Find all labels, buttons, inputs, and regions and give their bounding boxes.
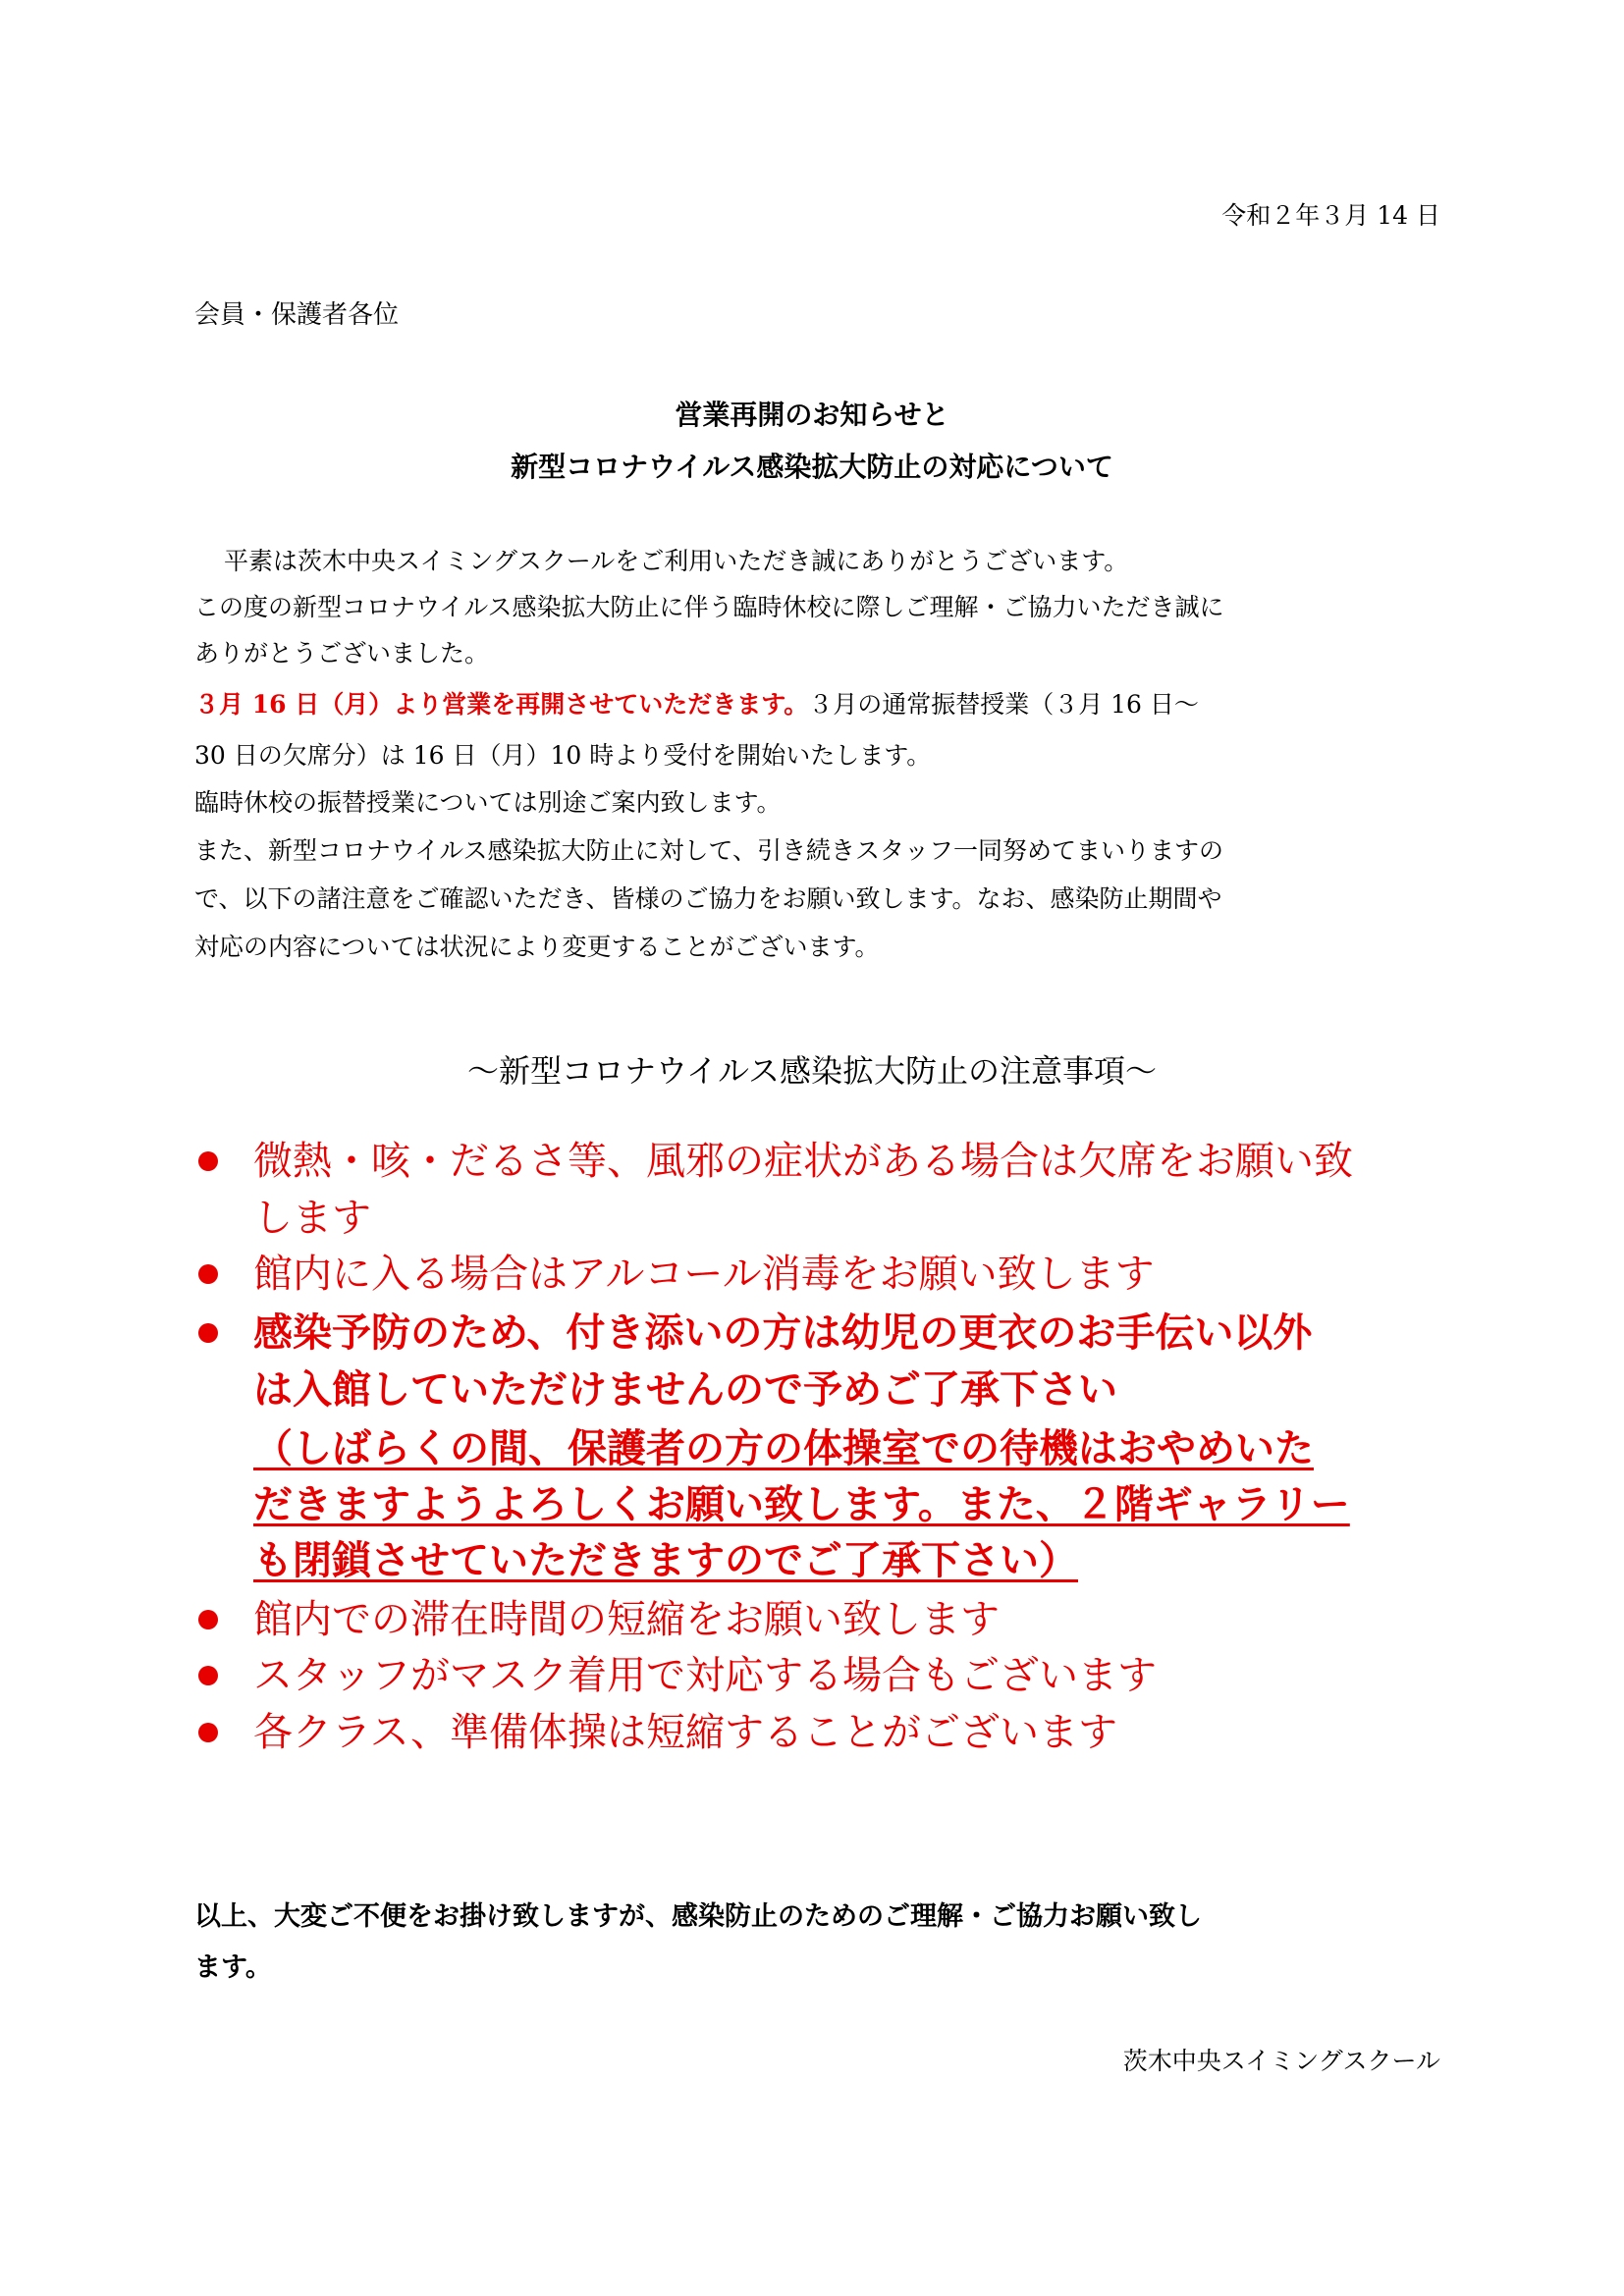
body-line-9: 対応の内容については状況により変更することがございます。 xyxy=(194,933,880,961)
bullet-dot-icon xyxy=(198,1666,218,1685)
bullet-dot-icon xyxy=(198,1323,218,1343)
caution-item-1-line-2: します xyxy=(253,1196,371,1241)
reopening-announcement: ３月 16 日（月）より営業を再開させていただきます。 xyxy=(194,690,809,719)
caution-heading: ～新型コロナウイルス感染拡大防止の注意事項～ xyxy=(466,1052,1158,1090)
caution-item-2: 館内に入る場合はアルコール消毒をお願い致します xyxy=(253,1252,1155,1297)
bullet-dot-icon xyxy=(198,1610,218,1629)
caution-item-4: 館内での滞在時間の短縮をお願い致します xyxy=(253,1597,1000,1642)
caution-item-5: スタッフがマスク着用で対応する場合もございます xyxy=(253,1653,1157,1698)
body-line-3: ありがとうございました。 xyxy=(194,639,490,667)
caution-item-3-line-2: は入館していただけませんので予めご了承下さい xyxy=(253,1366,1117,1413)
caution-item-3-line-1: 感染予防のため、付き添いの方は幼児の更衣のお手伝い以外 xyxy=(253,1309,1313,1356)
caution-item-6: 各クラス、準備体操は短縮することがございます xyxy=(253,1710,1117,1755)
body-line-6: 臨時休校の振替授業については別途ご案内致します。 xyxy=(194,788,782,817)
addressee: 会員・保護者各位 xyxy=(194,300,400,330)
body-line-7: また、新型コロナウイルス感染拡大防止に対して、引き続きスタッフ一同努めてまいりますの xyxy=(194,836,1224,865)
caution-item-3-note-line-2: だきますようよろしくお願い致します。また、２階ギャラリー xyxy=(253,1481,1350,1527)
bullet-dot-icon xyxy=(198,1723,218,1742)
body-line-4-rest: ３月の通常振替授業（３月 16 日～ xyxy=(808,690,1199,719)
closing-line-1: 以上、大変ご不便をお掛け致しますが、感染防止のためのご理解・ご協力お願い致し xyxy=(194,1901,1202,1932)
bullet-dot-icon xyxy=(198,1151,218,1171)
caution-item-3-note-line-3: も閉鎖させていただきますのでご了承下さい） xyxy=(253,1537,1078,1583)
title-line-2: 新型コロナウイルス感染拡大防止の対応について xyxy=(511,451,1113,483)
signature: 茨木中央スイミングスクール xyxy=(1122,2047,1440,2075)
body-line-4 xyxy=(194,687,1199,722)
bullet-dot-icon xyxy=(198,1264,218,1284)
title-line-1: 営業再開のお知らせと xyxy=(675,399,949,431)
body-line-1: 平素は茨木中央スイミングスクールをご利用いただき誠にありがとうございます。 xyxy=(224,547,1129,575)
issue-date: 令和２年３月 14 日 xyxy=(1221,201,1440,230)
closing-line-2: ます。 xyxy=(194,1952,272,1983)
body-line-5: 30 日の欠席分）は 16 日（月）10 時より受付を開始いたします。 xyxy=(194,741,932,770)
caution-item-3-note-line-1: （しばらくの間、保護者の方の体操室での待機はおやめいた xyxy=(253,1425,1314,1471)
caution-item-1-line-1: 微熱・咳・だるさ等、風邪の症状がある場合は欠席をお願い致 xyxy=(253,1139,1353,1184)
body-line-2: この度の新型コロナウイルス感染拡大防止に伴う臨時休校に際しご理解・ご協力いただき誠に xyxy=(194,593,1224,621)
body-line-8: で、以下の諸注意をご確認いただき、皆様のご協力をお願い致します。なお、感染防止期間や xyxy=(194,884,1222,913)
